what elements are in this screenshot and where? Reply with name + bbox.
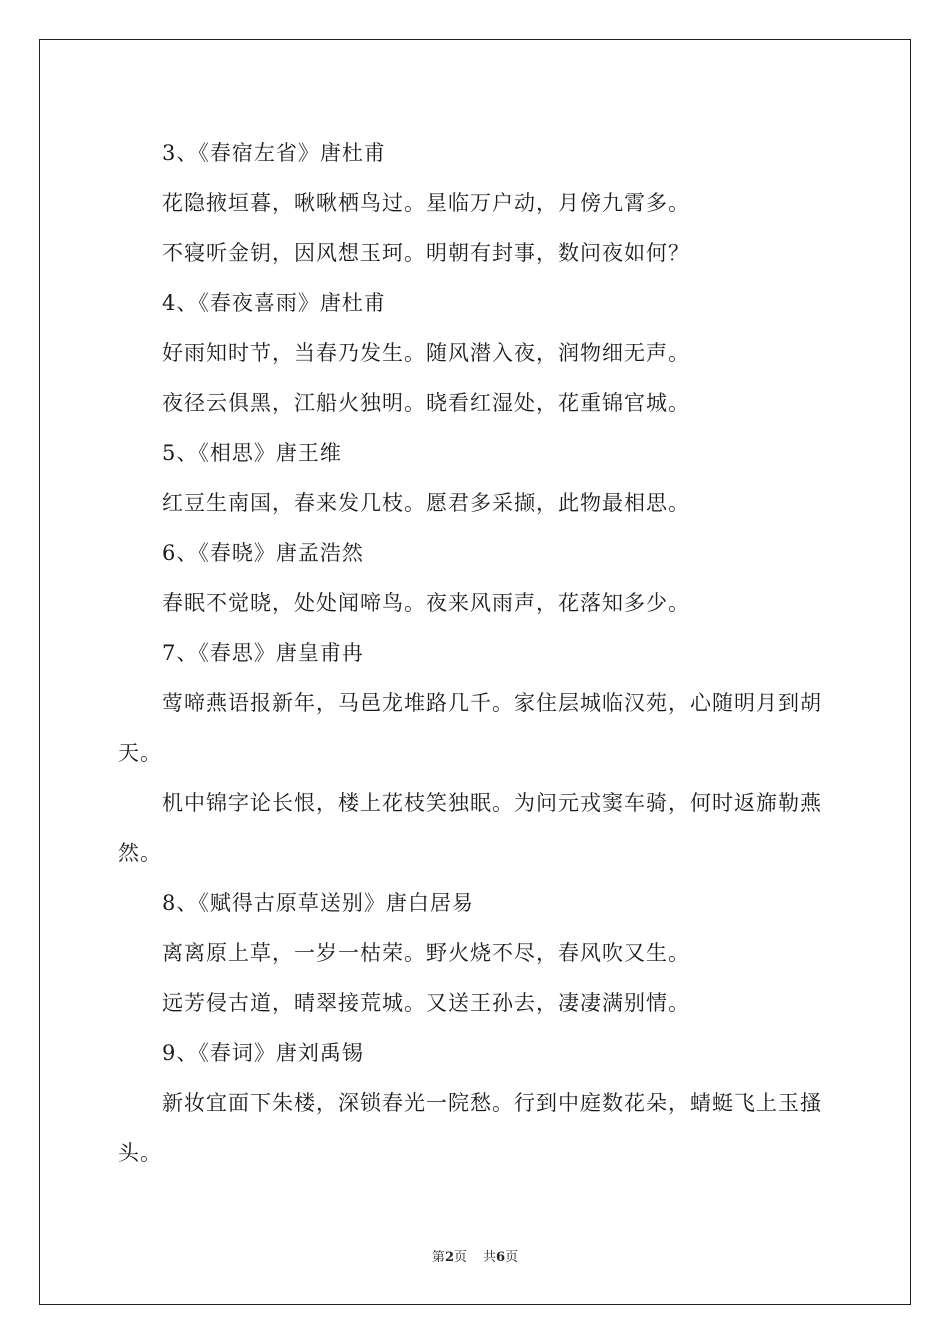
poem-heading: 3、《春宿左省》唐杜甫 [162, 141, 386, 165]
poem-heading: 7、《春思》唐皇甫冉 [162, 641, 364, 665]
poem-heading: 5、《相思》唐王维 [162, 441, 342, 465]
poem-heading: 6、《春晓》唐孟浩然 [162, 541, 364, 565]
poem-heading: 9、《春词》唐刘禹锡 [162, 1041, 364, 1065]
poem-line: 新妆宜面下朱楼，深锁春光一院愁。行到中庭数花朵，蜻蜓飞上玉搔头。 [118, 1091, 822, 1165]
poem-line: 不寝听金钥，因风想玉珂。明朝有封事，数问夜如何？ [162, 241, 690, 265]
page-number: 2 [444, 1250, 454, 1265]
total-prefix: 共 [483, 1250, 497, 1265]
total-suffix: 页 [505, 1250, 519, 1265]
poem-line: 好雨知时节，当春乃发生。随风潜入夜，润物细无声。 [162, 341, 690, 365]
page-suffix: 页 [453, 1250, 467, 1265]
total-pages: 6 [496, 1250, 506, 1265]
poem-line: 远芳侵古道，晴翠接荒城。又送王孙去，凄凄满别情。 [162, 991, 690, 1015]
poem-line: 夜径云俱黑，江船火独明。晓看红湿处，花重锦官城。 [162, 391, 690, 415]
poem-line: 莺啼燕语报新年，马邑龙堆路几千。家住层城临汉苑，心随明月到胡天。 [118, 691, 822, 765]
poem-heading: 8、《赋得古原草送别》唐白居易 [162, 891, 474, 915]
poem-line: 红豆生南国，春来发几枝。愿君多采撷，此物最相思。 [162, 491, 690, 515]
poem-heading: 4、《春夜喜雨》唐杜甫 [162, 291, 386, 315]
poem-line: 春眠不觉晓，处处闻啼鸟。夜来风雨声，花落知多少。 [162, 591, 690, 615]
poem-line: 机中锦字论长恨，楼上花枝笑独眠。为问元戎窦车骑，何时返旆勒燕然。 [118, 791, 822, 865]
page-footer [0, 1246, 950, 1265]
document-body [118, 128, 840, 1178]
poem-line: 花隐掖垣暮，啾啾栖鸟过。星临万户动，月傍九霄多。 [162, 191, 690, 215]
poem-line: 离离原上草，一岁一枯荣。野火烧不尽，春风吹又生。 [162, 941, 690, 965]
page-prefix: 第 [431, 1250, 445, 1265]
